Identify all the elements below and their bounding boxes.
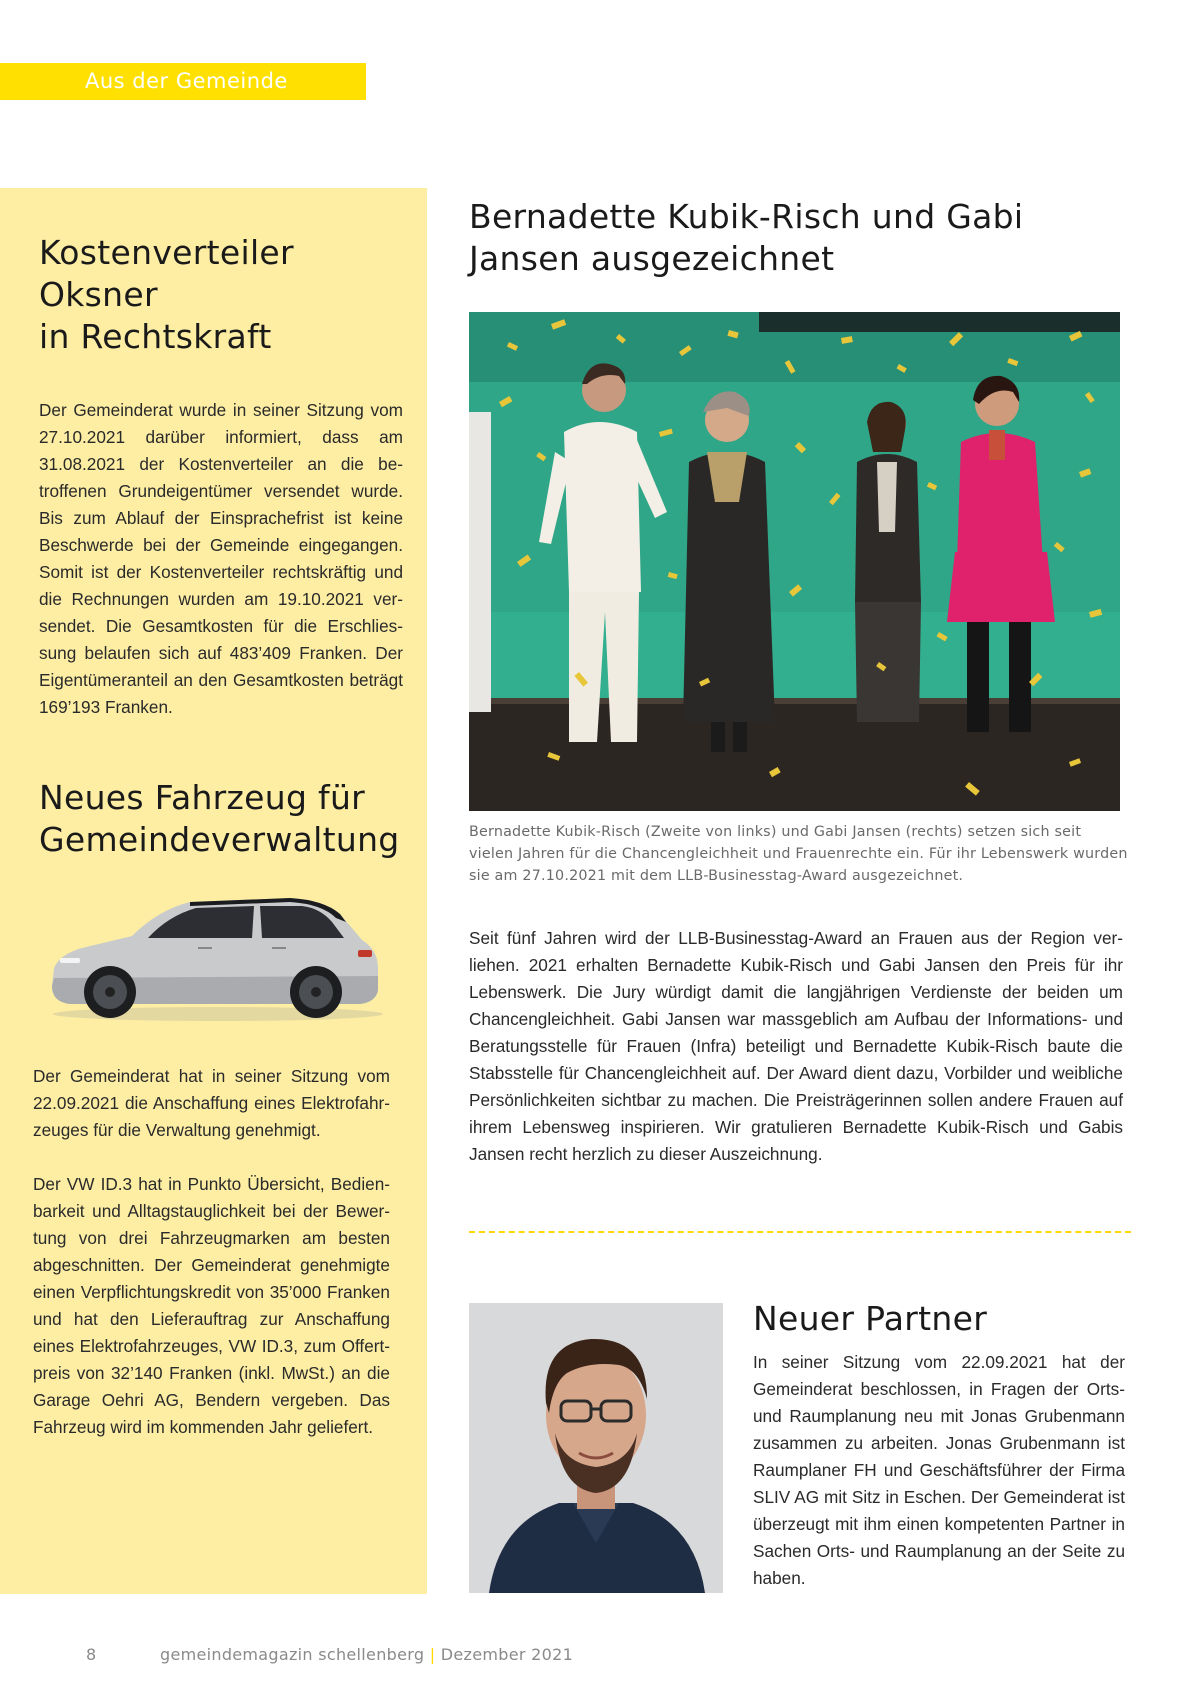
- article-title: [39, 777, 403, 861]
- portrait-photo-svg: [469, 1303, 723, 1593]
- article-fahrzeug: [39, 777, 403, 861]
- portrait-photo: [469, 1303, 723, 1593]
- article-award-body: [469, 925, 1123, 1168]
- page-number: 8: [86, 1645, 97, 1664]
- article-partner: [753, 1298, 1125, 1592]
- title-line: Gemeindeverwaltung: [39, 820, 400, 859]
- footer-separator: |: [429, 1645, 436, 1664]
- section-divider: [469, 1231, 1131, 1233]
- article-title: [469, 196, 1129, 280]
- publication-name: gemeindemagazin schellenberg: [160, 1645, 425, 1664]
- title-line: Neues Fahrzeug für: [39, 778, 366, 817]
- title-line: Bernadette Kubik-Risch und Gabi: [469, 197, 1024, 236]
- section-tag: Aus der Gemeinde: [0, 63, 366, 100]
- article-body: Der Gemeinderat wurde in seiner Sitzung vom 27.10.2021 darüber informiert, dass am 31.08.2021 der Kostenverteiler an die betroffenen Grundeigentümer versendet wurde. Bis zum Ablauf der Einsprachefrist ist keine Beschwerde bei der Gemeinde eingegangen. Somit ist der Kostenverteiler rechtskräftig und die Rechnungen wurden am 19.10.2021 versendet. Die Gesamtkosten für die Erschliessung belaufen sich auf 483’409 Franken. Der Eigentümeranteil an den Gesamtkosten beträgt 169’193 Franken.: [39, 400, 403, 717]
- article-kostenverteiler: [39, 232, 403, 721]
- title-line: in Rechtskraft: [39, 317, 272, 356]
- article-body: In seiner Sitzung vom 22.09.2021 hat der Gemeinderat beschlossen, in Fragen der Orts- und Raumplanung neu mit Jonas Grubenmann zusammen zu arbeiten. Jonas Grubenmann ist Raumplaner FH und Geschäftsführer der Firma SLIV AG mit Sitz in Eschen. Der Gemeinderat ist überzeugt mit ihm einen kompetenten Partner in Sachen Orts- und Raumplanung an der Seite zu haben.: [753, 1352, 1125, 1588]
- car-image: [40, 888, 390, 1028]
- article-award-title: [469, 196, 1129, 280]
- footer-publication: [160, 1645, 573, 1664]
- article-paragraph: Der VW ID.3 hat in Punkto Übersicht, Bedienbarkeit und Alltagstauglichkeit bei der Bewertung von drei Fahrzeugmarken am besten abgeschnitten. Der Gemeinderat genehmigte einen Verpflichtungskredit von 35’000 Franken und hat den Lieferauftrag zur Anschaffung eines Elektrofahrzeuges, VW ID.3, zum Offertpreis von 32’140 Franken (inkl. MwSt.) an die Garage Oehri AG, Bendern vergeben. Das Fahrzeug wird im kommenden Jahr geliefert.: [33, 1174, 390, 1437]
- article-title: Neuer Partner: [753, 1299, 988, 1338]
- issue-date: Dezember 2021: [440, 1645, 574, 1664]
- award-photo: [469, 312, 1120, 811]
- article-paragraph: Der Gemeinderat hat in seiner Sitzung vom 22.09.2021 die Anschaffung eines Elektrofahrzeuges für die Verwaltung genehmigt.: [33, 1066, 390, 1140]
- photo-caption: Bernadette Kubik-Risch (Zweite von links) und Gabi Jansen (rechts) setzen sich seit vielen Jahren für die Chancengleichheit und Frauenrechte ein. Für ihr Lebenswerk wurden sie am 27.10.2021 mit dem LLB-Businesstag-Award ausgezeichnet.: [469, 824, 1128, 884]
- article-body: Seit fünf Jahren wird der LLB-Businesstag-Award an Frauen aus der Region verliehen. 2021 erhalten Bernadette Kubik-Risch und Gabi Jansen den Preis für ihr Lebenswerk. Die Jury würdigt damit die langjährigen Verdienste der beiden um Chancengleichheit. Gabi Jansen war massgeblich am Aufbau der Informations- und Beratungsstelle für Frauen (Infra) beteiligt und Bernadette Kubik-Risch baute die Stabsstelle für Chancengleichheit auf. Der Award dient dazu, Vorbilder und weibliche Persönlichkeiten sichtbar zu machen. Die Preisträgerinnen sollen andere Frauen auf ihrem Lebensweg inspirieren. Wir gratulieren Bernadette Kubik-Risch und Gabis Jansen recht herzlich zu dieser Auszeichnung.: [469, 928, 1123, 1164]
- title-line: Jansen ausgezeichnet: [469, 239, 835, 278]
- article-title: [39, 232, 403, 358]
- title-line: Kostenverteiler Oksner: [39, 233, 294, 314]
- award-photo-svg: [469, 312, 1120, 811]
- article-fahrzeug-body: [33, 1063, 390, 1441]
